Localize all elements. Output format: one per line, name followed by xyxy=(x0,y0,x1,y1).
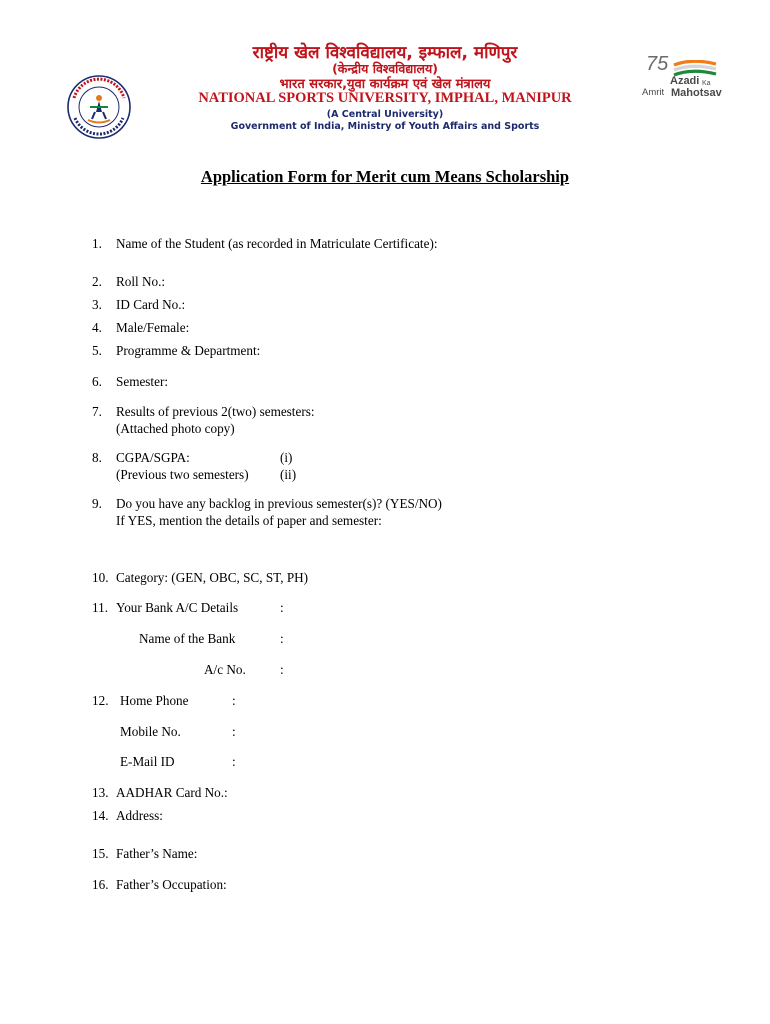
item-number: 6. xyxy=(92,374,102,389)
item-colon: : xyxy=(280,600,284,615)
item-colon: : xyxy=(280,662,284,677)
item-label: CGPA/SGPA: xyxy=(116,450,190,465)
item-label: Do you have any backlog in previous semester(s)? (YES/NO) xyxy=(116,496,442,511)
form-item-programme xyxy=(92,343,261,359)
form-item-mobile xyxy=(120,724,236,740)
form-item-results xyxy=(92,404,315,436)
item-label: ID Card No.: xyxy=(116,297,186,312)
item-label: AADHAR Card No.: xyxy=(116,785,228,800)
form-item-semester xyxy=(92,374,169,390)
item-label: Father’s Occupation: xyxy=(116,877,227,892)
item-number: 1. xyxy=(92,236,102,251)
item-label: Name of the Student (as recorded in Matriculate Certificate): xyxy=(116,236,438,251)
form-item-aadhar xyxy=(92,785,228,801)
cgpa-option-ii: (ii) xyxy=(280,467,297,482)
item-number: 13. xyxy=(92,785,109,800)
form-item-roll-no xyxy=(92,274,166,290)
form-item-cgpa xyxy=(92,450,297,482)
form-item-backlog xyxy=(92,496,442,528)
item-label: Male/Female: xyxy=(116,320,190,335)
form-item-email xyxy=(120,754,236,770)
item-label: Programme & Department: xyxy=(116,343,261,358)
item-label: Father’s Name: xyxy=(116,846,198,861)
form-title: Application Form for Merit cum Means Scholarship xyxy=(200,167,570,186)
form-item-id-card xyxy=(92,297,186,313)
item-label: E-Mail ID xyxy=(120,754,175,769)
item-colon: : xyxy=(232,754,236,769)
item-label: Name of the Bank xyxy=(139,631,236,646)
form-item-bank-name xyxy=(139,631,284,647)
hindi-ministry: भारत सरकार,युवा कार्यक्रम एवं खेल मंत्रालय xyxy=(279,77,491,92)
item-label: Your Bank A/C Details xyxy=(116,600,239,615)
item-label: Mobile No. xyxy=(120,724,181,739)
item-number: 4. xyxy=(92,320,102,335)
form-item-address xyxy=(92,808,163,824)
form-item-father-occupation xyxy=(92,877,227,893)
form-item-gender xyxy=(92,320,190,336)
item-number: 9. xyxy=(92,496,102,511)
item-label: Results of previous 2(two) semesters: xyxy=(116,404,315,419)
central-university-label: (A Central University) xyxy=(326,109,444,120)
item-label: Roll No.: xyxy=(116,274,166,289)
item-colon: : xyxy=(232,693,236,708)
item-colon: : xyxy=(232,724,236,739)
item-number: 8. xyxy=(92,450,102,465)
item-number: 2. xyxy=(92,274,102,289)
item-number: 7. xyxy=(92,404,102,419)
form-item-account-number xyxy=(204,662,284,678)
item-number: 5. xyxy=(92,343,102,358)
item-sublabel: If YES, mention the details of paper and semester: xyxy=(116,513,382,528)
item-number: 12. xyxy=(92,693,109,708)
form-item-student-name xyxy=(92,236,438,252)
item-sublabel: (Attached photo copy) xyxy=(116,421,235,436)
form-item-home-phone xyxy=(92,693,236,709)
university-seal-logo xyxy=(66,74,132,140)
hindi-central-university: (केन्द्रीय विश्वविद्यालय) xyxy=(332,61,438,76)
item-label: Semester: xyxy=(116,374,169,389)
azadi-ka-amrit-mahotsav-logo: 75 Azadi Ka Amrit Mahotsav xyxy=(642,53,722,99)
form-item-category xyxy=(92,570,309,586)
item-label: Home Phone xyxy=(120,693,189,708)
item-label: A/c No. xyxy=(204,662,246,677)
item-number: 3. xyxy=(92,297,102,312)
hindi-university-name: राष्ट्रीय खेल विश्वविद्यालय, इम्फाल, मणिपुर xyxy=(252,43,518,63)
ministry-label: Government of India, Ministry of Youth Affairs and Sports xyxy=(230,121,540,132)
item-number: 14. xyxy=(92,808,109,823)
item-label: Address: xyxy=(116,808,163,823)
item-number: 16. xyxy=(92,877,109,892)
item-sublabel: (Previous two semesters) xyxy=(116,467,249,482)
university-name-english: NATIONAL SPORTS UNIVERSITY, IMPHAL, MANIPUR xyxy=(198,90,572,106)
item-colon: : xyxy=(280,631,284,646)
item-label: Category: (GEN, OBC, SC, ST, PH) xyxy=(116,570,309,585)
item-number: 10. xyxy=(92,570,109,585)
form-item-bank-details xyxy=(92,600,284,616)
item-number: 15. xyxy=(92,846,109,861)
item-number: 11. xyxy=(92,600,108,615)
cgpa-option-i: (i) xyxy=(280,450,293,465)
form-item-father-name xyxy=(92,846,198,862)
